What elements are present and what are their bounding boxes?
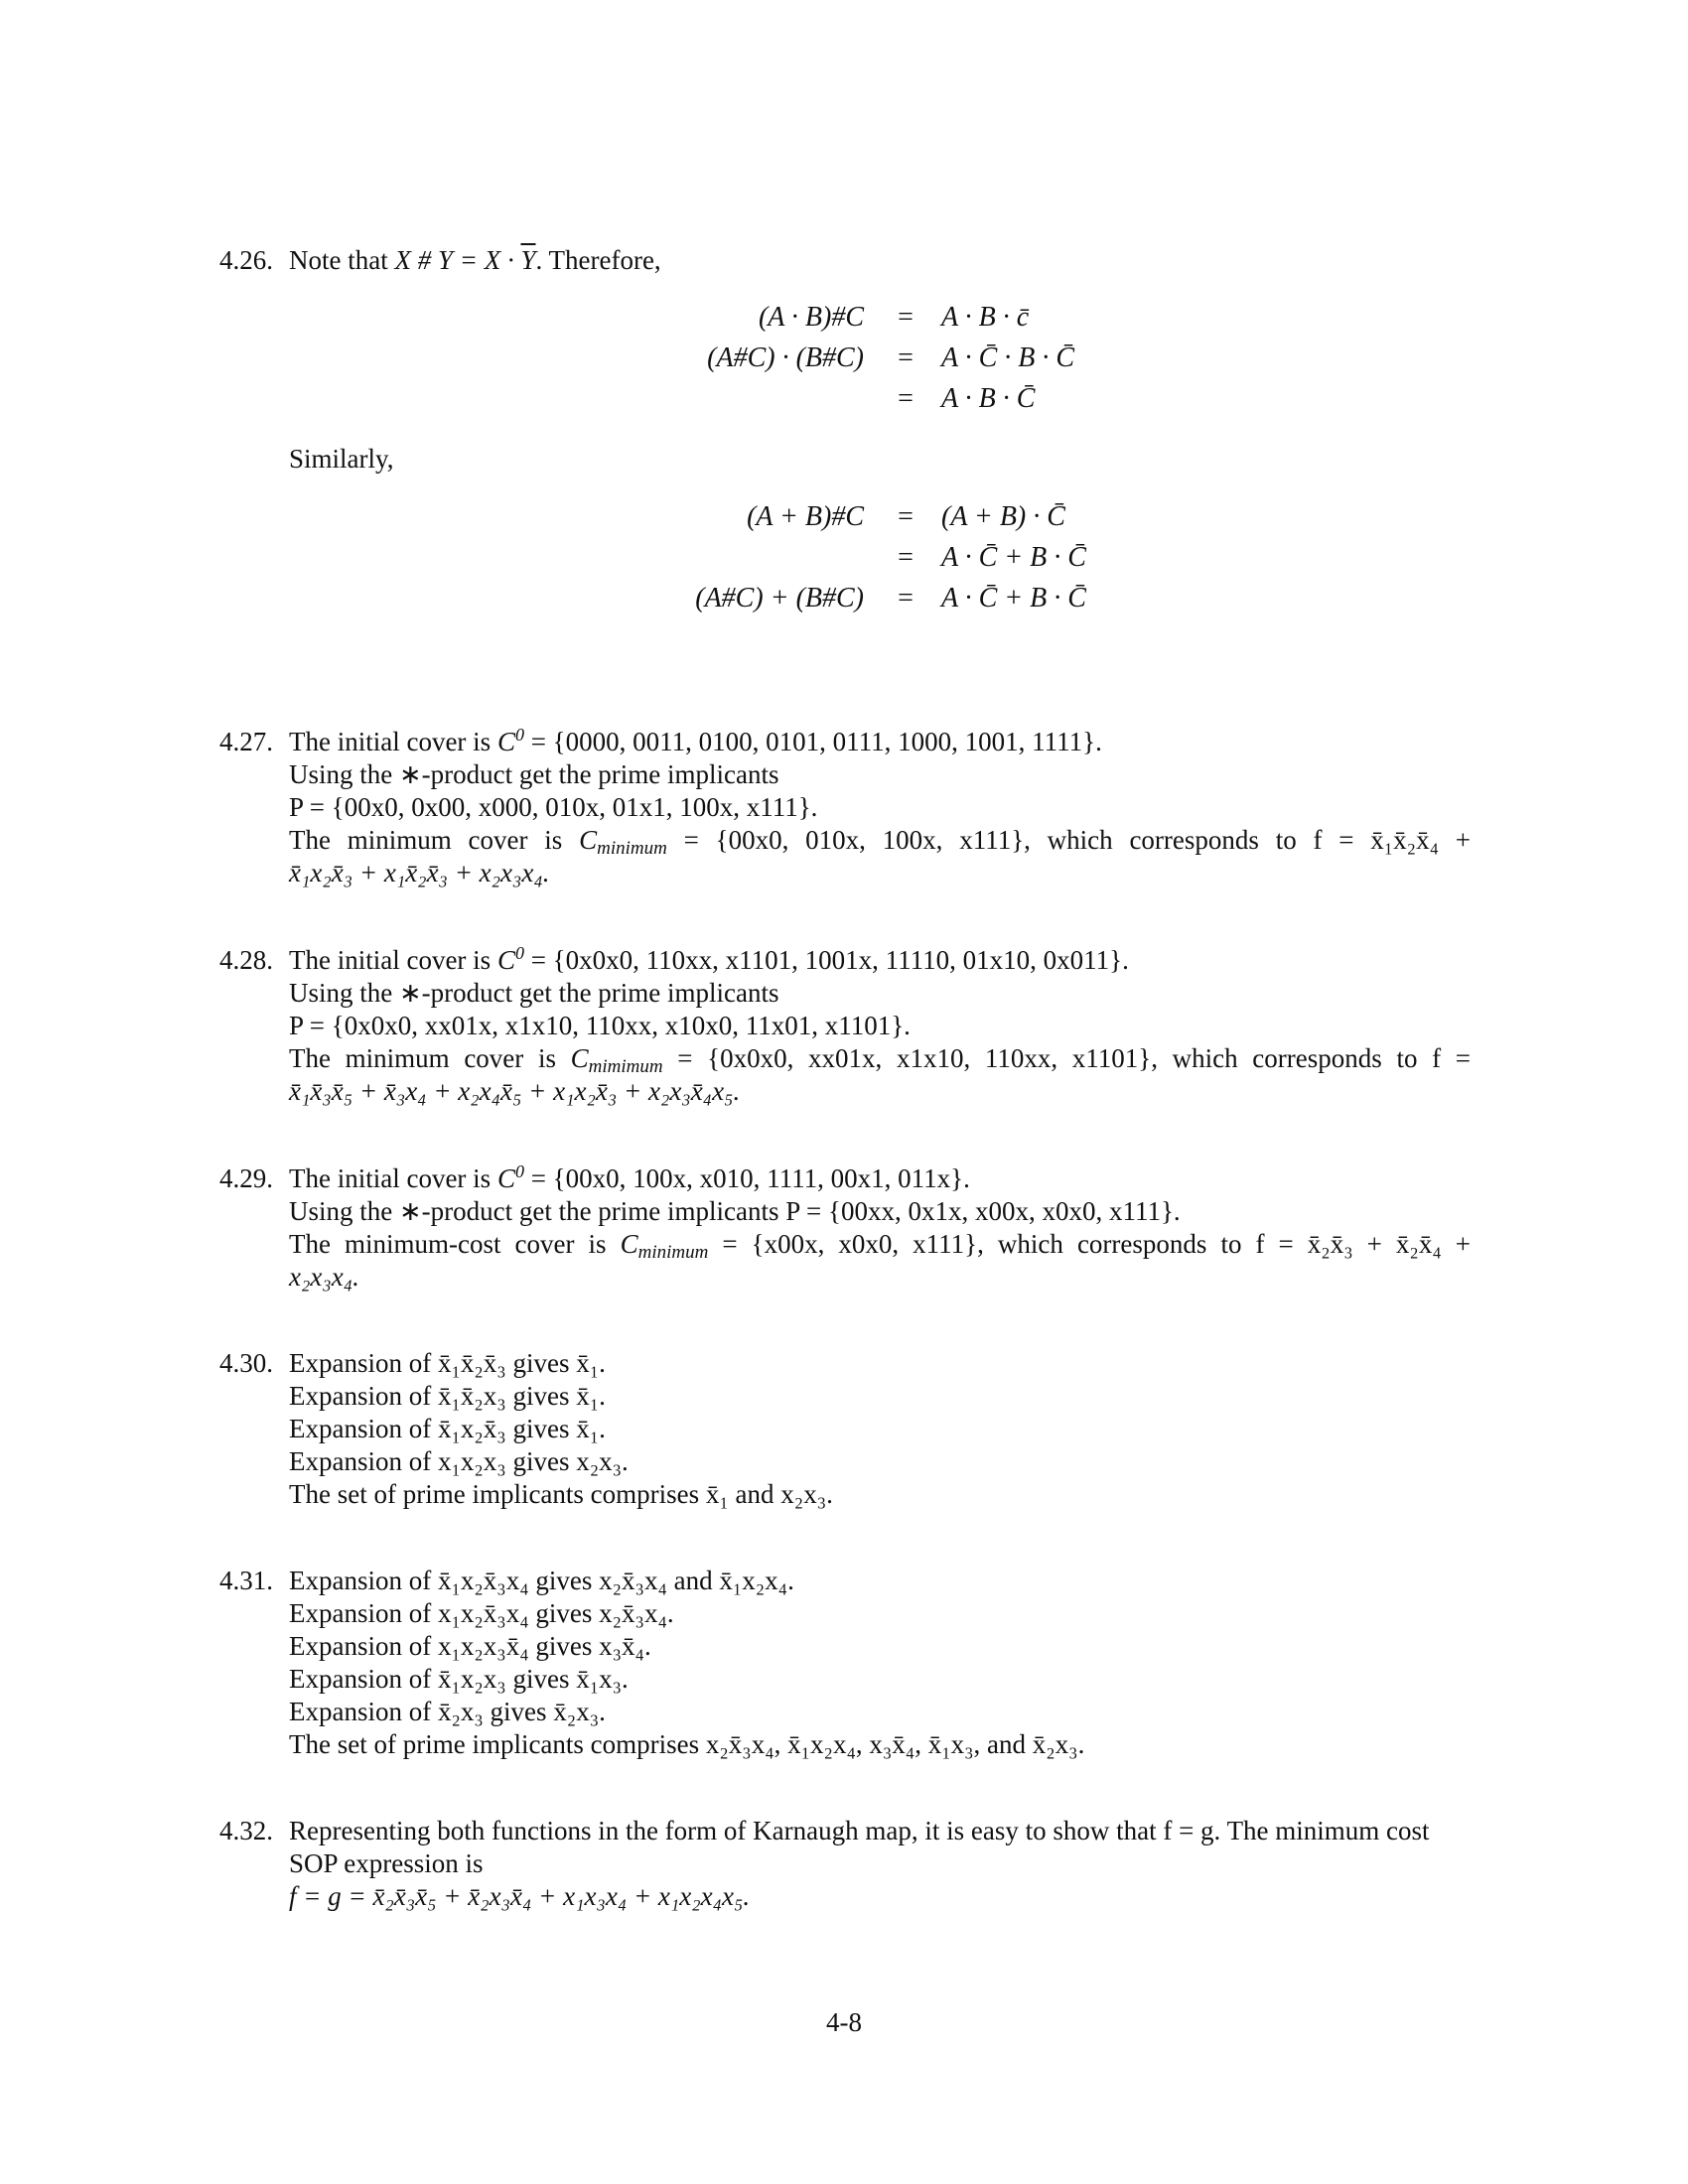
problem-number: 4.31. [219, 1566, 273, 1595]
problem-intro: Note that X # $Y = X \cdot \overline{Y}$. Therefore, [289, 245, 661, 275]
equation-block-union [0, 501, 1688, 623]
problem-number: 4.26. [219, 245, 273, 275]
problem-4-29: 4.29. The initial cover is $C^0 = \{00x0$, 100x, x010, 1111, 00x1, 011x}. Using the ∗-product get the prime implicants P = {00xx, 0x1x, x00x, x0x0, x111}. The minimum-cost cover is Cminimum = {x00x, x0x0, x111}, which corresponds to f = x̄₂x̄₃ + x̄₂x̄₄ + x₂x₃x₄. [219, 1161, 1472, 1292]
problem-number: 4.29. [219, 1163, 273, 1193]
equation-row: (A · B)#C = A · B · c̄ [758, 302, 1030, 333]
problem-number: 4.28. [219, 945, 273, 975]
equation-row: (A#C) + (B#C) = A · C̄ + B · C̄ [695, 583, 1086, 614]
problem-4-28: 4.28. The initial cover is $C^0 = \{0x0x0$, 110xx, x1101, 1001x, 11110, 01x10, 0x011}. Using the ∗-product get the prime implicants P = {0x0x0, xx01x, x1x10, 110xx, x10x0, 11x01, x1101}. The minimum cover is Cmimimum = {0x0x0, xx01x, x1x10, 110xx, x1101}, which corresponds to f = x̄₁x̄₃x̄₅ + x̄₃x₄ + x₂x₄x̄₅ + x₁x₂x̄₃ + x₂x₃x̄₄x₅. [219, 943, 1471, 1106]
page-number: 4-8 [826, 2007, 862, 2037]
equation-row: (A#C) · (B#C) = A · C̄ · B · C̄ [707, 342, 1075, 373]
equation-row: = A · C̄ + B · C̄ [898, 542, 1086, 573]
similarly-label: Similarly, [289, 444, 394, 474]
equation-row: (A + B)#C = (A + B) · C̄ [747, 501, 1065, 532]
problem-number: 4.27. [219, 727, 273, 756]
problem-4-31: 4.31. Expansion of x̄₁x₂x̄₃x₄ gives x₂x̄₃x₄ and x̄₁x₂x₄. Expansion of x₁x₂x̄₃x₄ gives x₂x̄₃x₄. Expansion of x₁x₂x₃x̄₄ gives x₃x̄₄. Expansion of x̄₁x₂x₃ gives x̄₁x₃. Expansion of x̄₂x₃ gives x̄₂x₃. The set of prime implicants comprises x₂x̄₃x₄, x̄₁x₂x₄, x₃x̄₄, x̄₁x₃, and x̄₂x₃. [219, 1566, 1085, 1759]
problem-4-27: 4.27. The initial cover is $C^0 = \{0000$, 0011, 0100, 0101, 0111, 1000, 1001, 1111}. Using the ∗-product get the prime implicants P = {00x0, 0x00, x000, 010x, 01x1, 100x, x111}. The minimum cover is Cminimum = {00x0, 010x, 100x, x111}, which corresponds to f = x̄₁x̄₂x̄₄ + x̄₁x₂x̄₃ + x₁x̄₂x̄₃ + x₂x₃x₄. [219, 725, 1472, 887]
equation-row: = A · B · C̄ [898, 383, 1036, 414]
problem-4-26 [219, 244, 1471, 277]
problem-number: 4.30. [219, 1348, 273, 1378]
problem-number: 4.32. [219, 1816, 273, 1845]
problem-4-30: 4.30. Expansion of x̄₁x̄₂x̄₃ gives x̄₁. Expansion of x̄₁x̄₂x₃ gives x̄₁. Expansion of x̄₁x₂x̄₃ gives x̄₁. Expansion of x₁x₂x₃ gives x₂x₃. The set of prime implicants comprises x̄₁ and x₂x₃. [219, 1348, 833, 1509]
equation-block-intersection [0, 302, 1688, 424]
problem-4-32: 4.32. Representing both functions in the form of Karnaugh map, it is easy to show that f = g. The minimum cost SOP expression is f = g = x̄₂x̄₃x̄₅ + x̄₂x₃x̄₄ + x₁x₃x₄ + x₁x₂x₄x₅. [219, 1816, 1430, 1911]
